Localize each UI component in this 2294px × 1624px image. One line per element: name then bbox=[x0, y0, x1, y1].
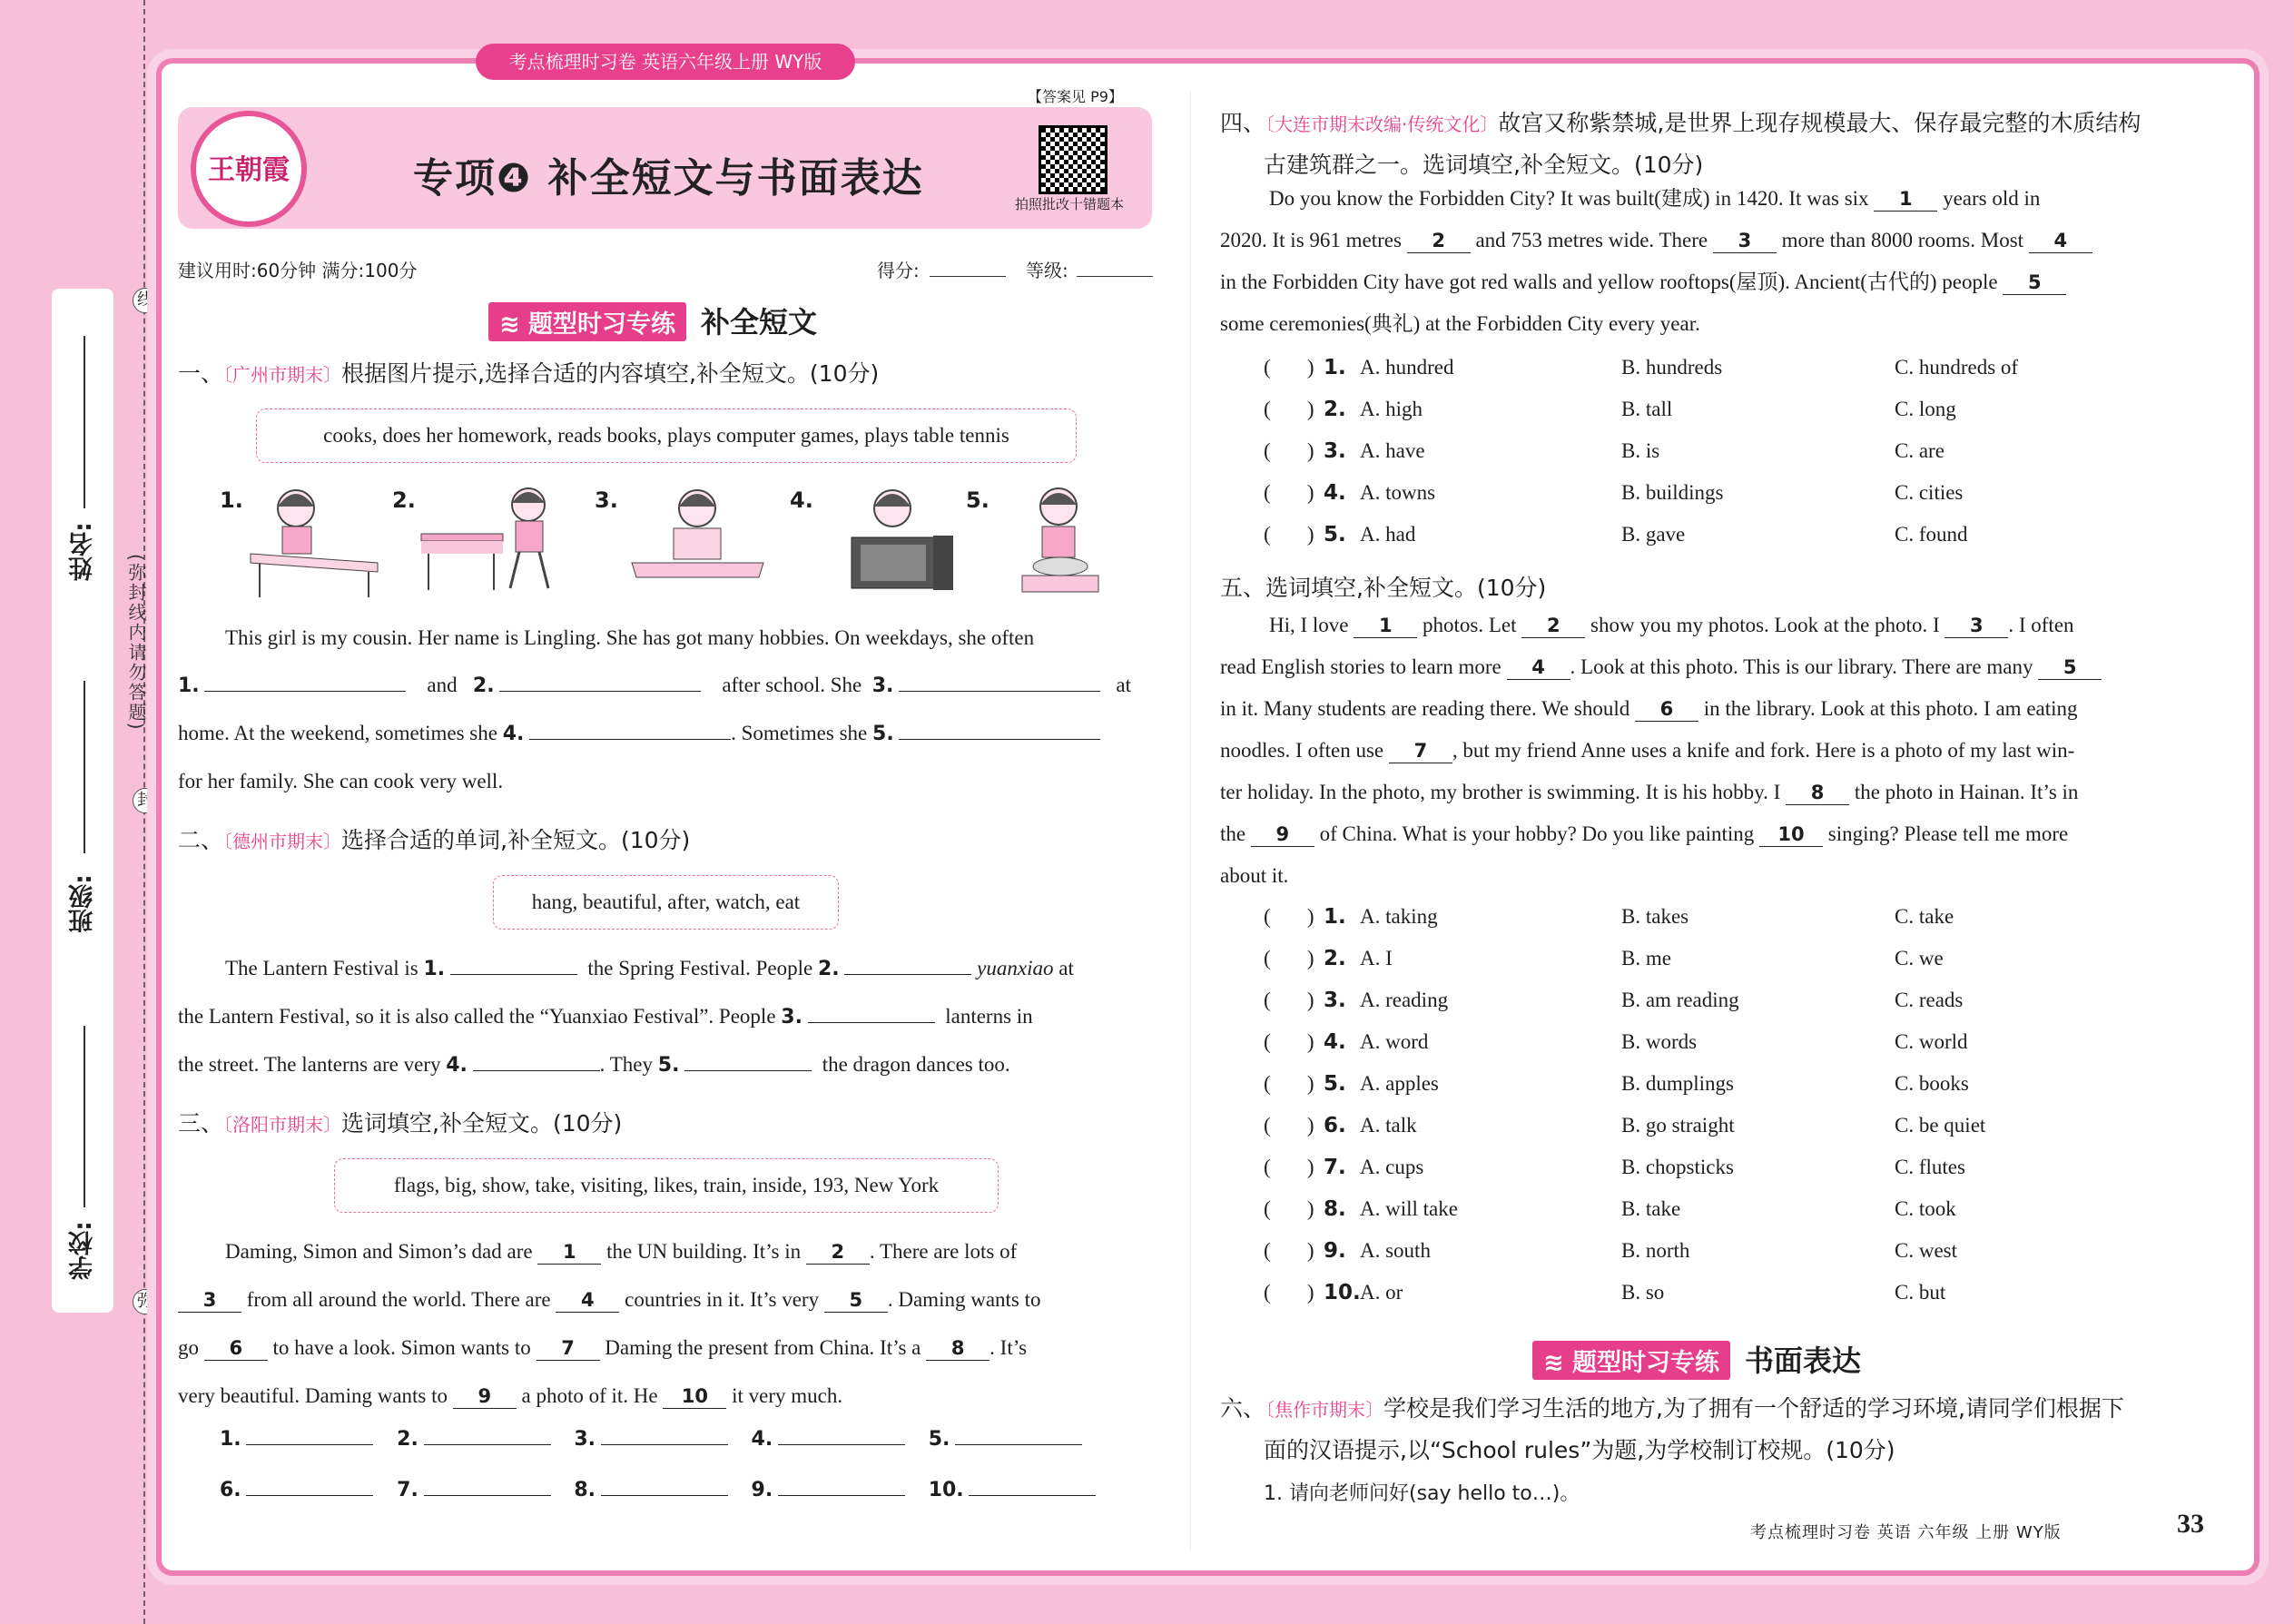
answer-blank[interactable]: 1 bbox=[1354, 614, 1417, 638]
option-c: C. books bbox=[1895, 1072, 1969, 1095]
girl-playing-computer-games-image bbox=[842, 481, 988, 599]
page-number: 33 bbox=[2177, 1509, 2204, 1539]
girl-cooking-image bbox=[995, 481, 1140, 599]
answer-blank[interactable]: 5 bbox=[2038, 655, 2102, 680]
option-b: B. buildings bbox=[1621, 481, 1724, 504]
answer-blank[interactable] bbox=[473, 1070, 600, 1071]
q3-line-3: go 6 to have a look. Simon wants to 7 Daming the present from China. It’s a 8 . It’s bbox=[178, 1336, 1028, 1359]
q4-line-2: 2020. It is 961 metres 2 and 753 metres wide. There 3 more than 8000 rooms. Most 4 bbox=[1220, 220, 2199, 261]
answer-blank[interactable]: 1 bbox=[1874, 187, 1937, 212]
answer-bracket[interactable]: ( ) bbox=[1264, 947, 1314, 969]
q3-answer-row-1: 1. 2. 3. 4. 5. bbox=[220, 1427, 1082, 1451]
answer-bracket[interactable]: ( ) bbox=[1264, 523, 1314, 546]
seal-notice: (弥封线内请勿答题) bbox=[125, 554, 147, 732]
class-field[interactable] bbox=[84, 681, 85, 853]
answer-line[interactable] bbox=[778, 1444, 905, 1445]
answer-blank[interactable]: 10 bbox=[663, 1384, 726, 1409]
answer-blank[interactable]: 4 bbox=[1507, 655, 1570, 680]
option-a: A. reading bbox=[1360, 989, 1449, 1011]
option-a: A. or bbox=[1360, 1281, 1403, 1304]
answer-blank[interactable]: 4 bbox=[2029, 229, 2092, 253]
answer-blank[interactable]: 2 bbox=[1407, 229, 1471, 253]
question-4-heading: 四、〔大连市期末改编·传统文化〕故宫又称紫禁城,是世界上现存规模最大、保存最完整的木质结构 bbox=[1220, 110, 2141, 136]
answer-bracket[interactable]: ( ) bbox=[1264, 1114, 1314, 1137]
q4-line-3: in the Forbidden City have got red walls and yellow rooftops(屋顶). Ancient(古代的) people 5 bbox=[1220, 261, 2199, 303]
grade-label: 等级: bbox=[1026, 260, 1068, 281]
answer-bracket[interactable]: ( ) bbox=[1264, 1281, 1314, 1304]
answer-line[interactable] bbox=[246, 1444, 373, 1445]
figure-number: 1. bbox=[220, 487, 243, 513]
option-number: 1. bbox=[1324, 905, 1346, 929]
option-number: 6. bbox=[1324, 1114, 1346, 1137]
option-c: C. cities bbox=[1895, 481, 1964, 504]
option-c: C. found bbox=[1895, 523, 1968, 546]
school-field[interactable] bbox=[84, 1026, 85, 1207]
figure-number: 3. bbox=[595, 487, 618, 513]
answer-blank[interactable] bbox=[684, 1070, 812, 1071]
option-c: C. took bbox=[1895, 1197, 1956, 1220]
option-a: A. word bbox=[1360, 1030, 1429, 1053]
q2-line-1: The Lantern Festival is 1. the Spring Festival. People 2. yuanxiao at bbox=[225, 957, 1074, 980]
answer-line[interactable] bbox=[424, 1444, 551, 1445]
option-number: 1. bbox=[1324, 356, 1346, 379]
answer-blank[interactable] bbox=[499, 691, 701, 692]
option-b: B. tall bbox=[1621, 398, 1673, 420]
answer-blank[interactable]: 1 bbox=[537, 1240, 601, 1265]
answer-blank[interactable]: 8 bbox=[926, 1336, 989, 1361]
answer-blank[interactable] bbox=[844, 974, 971, 975]
option-number: 3. bbox=[1324, 989, 1346, 1012]
time-score-info: 建议用时:60分钟 满分:100分 bbox=[178, 260, 418, 281]
option-a: A. had bbox=[1360, 523, 1416, 546]
footer-series: 考点梳理时习卷 英语 六年级 上册 WY版 bbox=[1750, 1523, 2062, 1542]
answer-bracket[interactable]: ( ) bbox=[1264, 398, 1314, 420]
option-b: B. chopsticks bbox=[1621, 1156, 1734, 1178]
option-c: C. we bbox=[1895, 947, 1944, 969]
q-number: 一、 bbox=[178, 360, 224, 387]
answer-blank[interactable]: 7 bbox=[1389, 739, 1452, 763]
answer-bracket[interactable]: ( ) bbox=[1264, 1197, 1314, 1220]
q4-line-4: some ceremonies(典礼) at the Forbidden City every year. bbox=[1220, 312, 1700, 335]
answer-bracket[interactable]: ( ) bbox=[1264, 356, 1314, 379]
school-label: 学校: bbox=[69, 1221, 97, 1280]
answer-bracket[interactable]: ( ) bbox=[1264, 989, 1314, 1011]
student-info-card bbox=[52, 289, 113, 1313]
grade-field[interactable] bbox=[1077, 276, 1153, 277]
option-number: 9. bbox=[1324, 1239, 1346, 1263]
option-b: B. words bbox=[1621, 1030, 1698, 1053]
option-a: A. will take bbox=[1360, 1197, 1458, 1220]
option-b: B. dumplings bbox=[1621, 1072, 1734, 1095]
word-bank-2: hang, beautiful, after, watch, eat bbox=[493, 875, 839, 930]
answer-blank[interactable]: 9 bbox=[453, 1384, 517, 1409]
option-number: 7. bbox=[1324, 1156, 1346, 1179]
answer-blank[interactable]: 3 bbox=[1944, 614, 2008, 638]
answer-blank[interactable] bbox=[899, 691, 1100, 692]
writing-hint-1: 1. 请向老师问好(say hello to…)。 bbox=[1264, 1482, 1580, 1505]
q1-line-1: This girl is my cousin. Her name is Lingling. She has got many hobbies. On weekdays, she often bbox=[225, 626, 1035, 649]
option-number: 4. bbox=[1324, 1030, 1346, 1054]
answer-line[interactable] bbox=[424, 1495, 551, 1496]
option-c: C. hundreds of bbox=[1895, 356, 2019, 379]
answer-blank[interactable]: 3 bbox=[178, 1288, 241, 1313]
score-field[interactable] bbox=[930, 276, 1006, 277]
answer-blank[interactable] bbox=[450, 974, 577, 975]
answer-blank[interactable]: 7 bbox=[537, 1336, 600, 1361]
answer-blank[interactable]: 4 bbox=[556, 1288, 619, 1313]
option-a: A. taking bbox=[1360, 905, 1438, 928]
question-3-heading: 三、〔洛阳市期末〕选词填空,补全短文。(10分) bbox=[178, 1110, 623, 1137]
qr-caption: 拍照批改十错题本 bbox=[1015, 196, 1125, 212]
option-b: B. hundreds bbox=[1621, 356, 1723, 379]
answer-line[interactable] bbox=[778, 1495, 905, 1496]
option-number: 4. bbox=[1324, 481, 1346, 505]
option-number: 10. bbox=[1324, 1281, 1361, 1304]
q5-line-6: the 9 of China. What is your hobby? Do you like painting 10 singing? Please tell me more bbox=[1220, 822, 2069, 845]
q5-line-2: read English stories to learn more 4 . Look at this photo. This is our library. There are many 5 bbox=[1220, 646, 2199, 688]
question-6-heading: 六、〔焦作市期末〕学校是我们学习生活的地方,为了拥有一个舒适的学习环境,请同学们根据下 bbox=[1220, 1395, 2124, 1422]
figure-number: 4. bbox=[790, 487, 813, 513]
option-c: C. be quiet bbox=[1895, 1114, 1986, 1137]
q3-line-1: Daming, Simon and Simon’s dad are 1 the UN building. It’s in 2 . There are lots of bbox=[225, 1240, 1018, 1263]
class-label: 班级: bbox=[69, 874, 97, 933]
answer-blank[interactable]: 2 bbox=[806, 1240, 870, 1265]
q1-line-4: for her family. She can cook very well. bbox=[178, 770, 504, 792]
q3-answer-row-2: 6. 7. 8. 9. 10. bbox=[220, 1478, 1096, 1501]
series-tag: 考点梳理时习卷 英语六年级上册 WY版 bbox=[476, 44, 855, 80]
answer-reference: 【答案见 P9】 bbox=[1028, 88, 1123, 105]
option-c: C. reads bbox=[1895, 989, 1964, 1011]
option-c: C. long bbox=[1895, 398, 1956, 420]
option-number: 5. bbox=[1324, 523, 1346, 546]
answer-bracket[interactable]: ( ) bbox=[1264, 1156, 1314, 1178]
logo-text: 王朝霞 bbox=[208, 154, 290, 186]
answer-bracket[interactable]: ( ) bbox=[1264, 905, 1314, 928]
option-b: B. go straight bbox=[1621, 1114, 1735, 1137]
answer-blank[interactable] bbox=[808, 1022, 935, 1023]
q-source: 〔广州市期末〕 bbox=[223, 364, 342, 386]
column-divider bbox=[1190, 91, 1191, 1552]
option-c: C. but bbox=[1895, 1281, 1946, 1304]
option-a: A. hundred bbox=[1360, 356, 1454, 379]
option-b: B. am reading bbox=[1621, 989, 1739, 1011]
answer-bracket[interactable]: ( ) bbox=[1264, 1239, 1314, 1262]
section-badge: ≋ 题型时习专练 bbox=[1532, 1341, 1730, 1380]
option-b: B. north bbox=[1621, 1239, 1690, 1262]
name-label: 姓名: bbox=[69, 522, 97, 581]
answer-blank[interactable]: 5 bbox=[824, 1288, 888, 1313]
question-2-heading: 二、〔德州市期末〕选择合适的单词,补全短文。(10分) bbox=[178, 827, 691, 853]
q1-line-3: home. At the weekend, sometimes she 4. . Sometimes she 5. bbox=[178, 709, 1155, 758]
option-number: 2. bbox=[1324, 398, 1346, 421]
answer-line[interactable] bbox=[955, 1444, 1082, 1445]
figure-number: 5. bbox=[966, 487, 989, 513]
section-heading-passages bbox=[488, 300, 817, 341]
q2-line-2: the Lantern Festival, so it is also called the “Yuanxiao Festival”. People 3. lanterns in bbox=[178, 1005, 1033, 1029]
section-title: 补全短文 bbox=[701, 305, 818, 340]
q-instruction: 根据图片提示,选择合适的内容填空,补全短文。(10分) bbox=[341, 360, 880, 387]
name-field[interactable] bbox=[84, 336, 85, 508]
option-b: B. takes bbox=[1621, 905, 1689, 928]
figure-number: 2. bbox=[392, 487, 416, 513]
page-title: 专项❹ 补全短文与书面表达 bbox=[413, 155, 924, 202]
option-c: C. are bbox=[1895, 439, 1944, 462]
answer-blank[interactable] bbox=[529, 739, 731, 740]
option-b: B. gave bbox=[1621, 523, 1686, 546]
option-c: C. flutes bbox=[1895, 1156, 1965, 1178]
option-number: 3. bbox=[1324, 439, 1346, 463]
option-b: B. so bbox=[1621, 1281, 1665, 1304]
q5-line-7: about it. bbox=[1220, 864, 1289, 887]
q2-line-3: the street. The lanterns are very 4. . They 5. the dragon dances too. bbox=[178, 1053, 1010, 1077]
answer-line[interactable] bbox=[969, 1495, 1096, 1496]
answer-blank[interactable]: 6 bbox=[204, 1336, 268, 1361]
option-a: A. high bbox=[1360, 398, 1423, 420]
q1-line-2: 1. and 2. after school. She 3. at bbox=[178, 674, 1132, 697]
word-bank-3: flags, big, show, take, visiting, likes, train, inside, 193, New York bbox=[334, 1158, 999, 1213]
seal-mark-mi: 弥 bbox=[133, 1289, 158, 1314]
option-a: A. south bbox=[1360, 1239, 1431, 1262]
option-b: B. me bbox=[1621, 947, 1671, 969]
option-number: 2. bbox=[1324, 947, 1346, 970]
answer-line[interactable] bbox=[246, 1495, 373, 1496]
q5-line-5: ter holiday. In the photo, my brother is swimming. It is his hobby. I 8 the photo in Hainan. It’s in bbox=[1220, 781, 2079, 803]
option-a: A. apples bbox=[1360, 1072, 1439, 1095]
seal-mark-line: 线 bbox=[133, 288, 158, 313]
answer-line[interactable] bbox=[601, 1444, 728, 1445]
q3-line-4: very beautiful. Daming wants to 9 a photo of it. He 10 it very much. bbox=[178, 1384, 843, 1407]
q5-line-1: Hi, I love 1 photos. Let 2 show you my photos. Look at the photo. I 3 . I often bbox=[1269, 614, 2074, 636]
question-4-heading-cont: 古建筑群之一。选词填空,补全短文。(10分) bbox=[1264, 152, 1704, 178]
option-a: A. talk bbox=[1360, 1114, 1417, 1137]
seal-mark-seal: 封 bbox=[133, 788, 158, 813]
option-a: A. I bbox=[1360, 947, 1393, 969]
brand-logo bbox=[191, 111, 307, 227]
qr-code-icon[interactable] bbox=[1039, 125, 1108, 194]
option-a: A. towns bbox=[1360, 481, 1436, 504]
question-1-heading bbox=[178, 356, 879, 389]
answer-blank[interactable]: 9 bbox=[1251, 822, 1314, 847]
answer-bracket[interactable]: ( ) bbox=[1264, 439, 1314, 462]
option-c: C. take bbox=[1895, 905, 1954, 928]
answer-line[interactable] bbox=[601, 1495, 728, 1496]
q4-line-1: Do you know the Forbidden City? It was built(建成) in 1420. It was six 1 years old in bbox=[1269, 187, 2041, 210]
answer-blank[interactable]: 6 bbox=[1635, 697, 1698, 722]
answer-bracket[interactable]: ( ) bbox=[1264, 1072, 1314, 1095]
girl-playing-table-tennis-image bbox=[419, 481, 578, 599]
section-badge: ≋ 题型时习专练 bbox=[488, 302, 686, 341]
question-5-heading: 五、选词填空,补全短文。(10分) bbox=[1220, 575, 1547, 601]
option-c: C. west bbox=[1895, 1239, 1957, 1262]
option-b: B. take bbox=[1621, 1197, 1681, 1220]
q5-line-3: in it. Many students are reading there. We should 6 in the library. Look at this photo. I am eating bbox=[1220, 697, 2078, 720]
q3-line-2: 3 from all around the world. There are 4 countries in it. It’s very 5 . Daming wants to bbox=[178, 1275, 1155, 1324]
option-b: B. is bbox=[1621, 439, 1660, 462]
option-a: A. cups bbox=[1360, 1156, 1424, 1178]
section-heading-writing bbox=[1532, 1338, 1861, 1380]
option-c: C. world bbox=[1895, 1030, 1968, 1053]
option-number: 8. bbox=[1324, 1197, 1346, 1221]
answer-blank[interactable]: 3 bbox=[1713, 229, 1777, 253]
question-6-heading-cont: 面的汉语提示,以“School rules”为题,为学校制订校规。(10分) bbox=[1264, 1437, 1895, 1463]
option-number: 5. bbox=[1324, 1072, 1346, 1096]
answer-blank[interactable]: 8 bbox=[1786, 781, 1849, 805]
answer-blank[interactable]: 2 bbox=[1521, 614, 1585, 638]
score-label: 得分: bbox=[877, 260, 920, 281]
option-a: A. have bbox=[1360, 439, 1425, 462]
word-bank-1: cooks, does her homework, reads books, plays computer games, plays table tennis bbox=[256, 408, 1077, 463]
answer-blank[interactable]: 10 bbox=[1759, 822, 1823, 847]
girl-doing-homework-image bbox=[241, 481, 387, 599]
answer-blank[interactable] bbox=[899, 739, 1100, 740]
section-title: 书面表达 bbox=[1745, 1343, 1862, 1378]
answer-blank[interactable]: 5 bbox=[2003, 271, 2066, 295]
answer-bracket[interactable]: ( ) bbox=[1264, 1030, 1314, 1053]
answer-bracket[interactable]: ( ) bbox=[1264, 481, 1314, 504]
girl-reading-book-image bbox=[623, 481, 773, 599]
answer-blank[interactable] bbox=[204, 691, 406, 692]
q5-line-4: noodles. I often use 7 , but my friend Anne uses a knife and fork. Here is a photo of my last win- bbox=[1220, 739, 2075, 762]
